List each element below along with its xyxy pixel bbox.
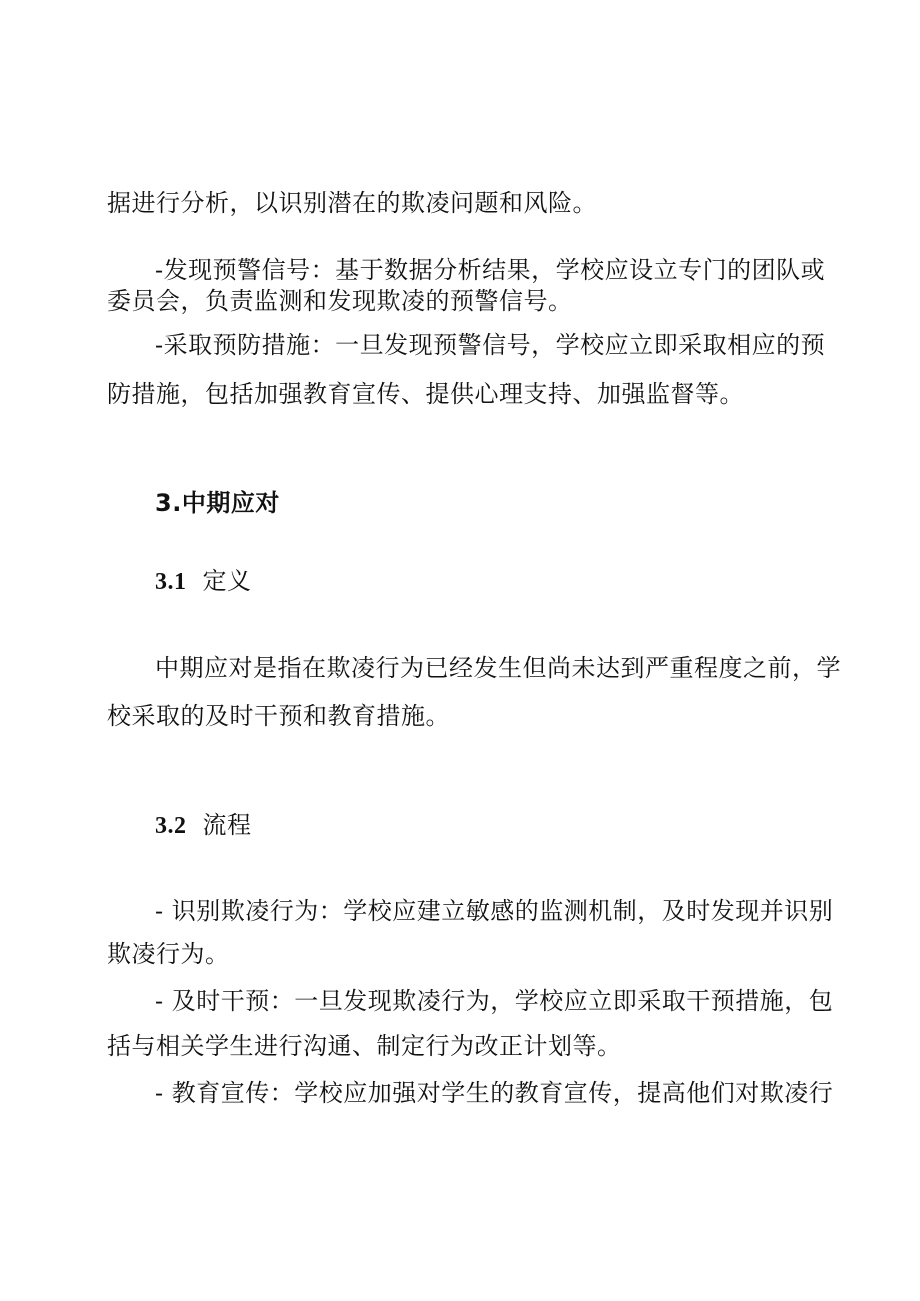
intro-item-warning-line2: 委员会，负责监测和发现欺凌的预警信号。 xyxy=(107,287,573,315)
process-item-intervene-line2: 括与相关学生进行沟通、制定行为改正计划等。 xyxy=(107,1032,622,1060)
intro-continuation-text: 据进行分析，以识别潜在的欺凌问题和风险。 xyxy=(107,189,597,217)
definition-paragraph-line1: 中期应对是指在欺凌行为已经发生但尚未达到严重程度之前，学 xyxy=(155,654,841,682)
subsection-title: 流程 xyxy=(202,811,252,839)
section-heading: 3.中期应对 xyxy=(155,489,280,517)
subsection-heading-definition xyxy=(155,566,252,597)
process-item-intervene-line1: - 及时干预：一旦发现欺凌行为，学校应立即采取干预措施，包 xyxy=(155,987,834,1015)
process-item-identify-line2: 欺凌行为。 xyxy=(107,940,230,968)
subsection-number: 3.1 xyxy=(155,569,187,595)
process-item-identify-line1: - 识别欺凌行为：学校应建立敏感的监测机制，及时发现并识别 xyxy=(155,897,834,925)
intro-item-prevention-line2: 防措施，包括加强教育宣传、提供心理支持、加强监督等。 xyxy=(107,380,744,408)
process-item-education-line1: - 教育宣传：学校应加强对学生的教育宣传，提高他们对欺凌行 xyxy=(155,1079,834,1107)
definition-paragraph-line2: 校采取的及时干预和教育措施。 xyxy=(107,702,450,730)
intro-item-warning-line1: -发现预警信号：基于数据分析结果，学校应设立专门的团队或 xyxy=(155,256,826,284)
subsection-title: 定义 xyxy=(202,567,252,595)
intro-item-prevention-line1: -采取预防措施：一旦发现预警信号，学校应立即采取相应的预 xyxy=(155,331,826,359)
subsection-heading-process xyxy=(155,810,252,841)
subsection-number: 3.2 xyxy=(155,813,187,839)
